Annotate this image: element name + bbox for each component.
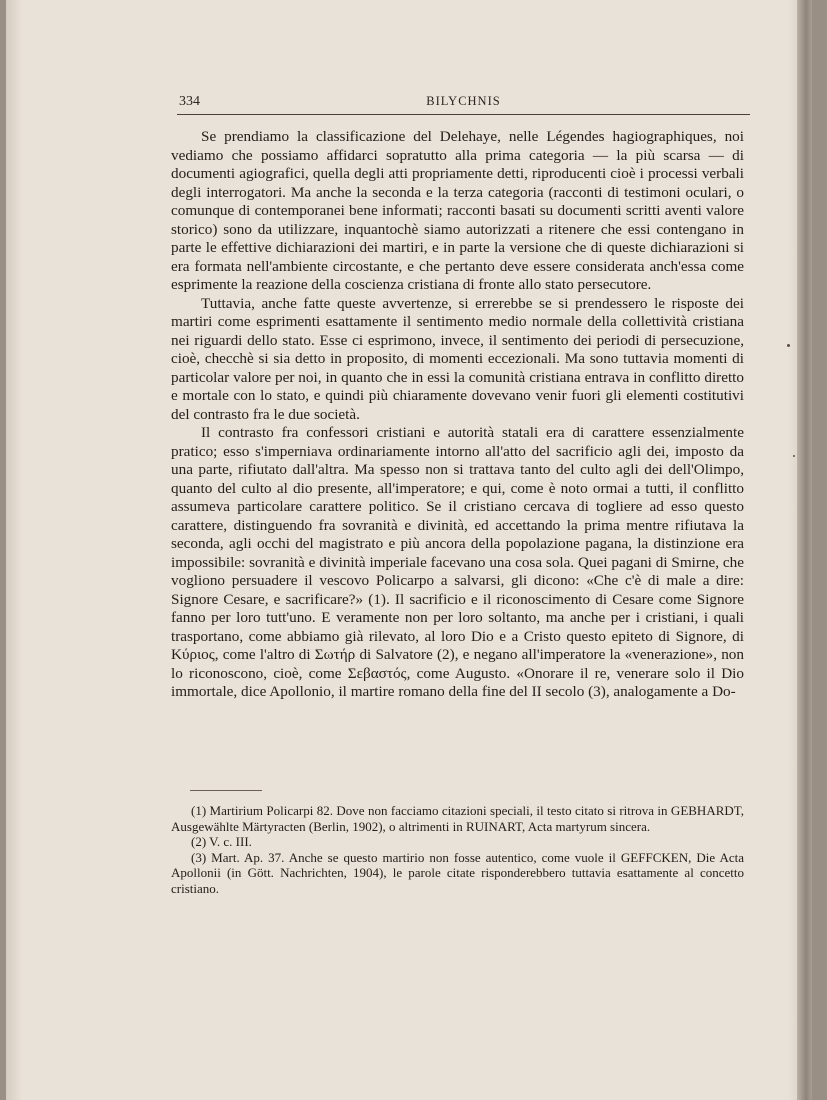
footnote-2: (2) V. c. III. [191, 834, 252, 849]
page-number: 334 [179, 94, 200, 109]
running-title: BILYCHNIS [426, 94, 501, 108]
page-edge-shadow [797, 0, 812, 1100]
paragraph-3: Il contrasto fra confessori cristiani e autorità statali era di carattere essenzialmente pratico; esso s'imperniava ordinariamente intorno all'atto del sacrificio agli dei, imposto da una parte, rifiutato dall'altra. Ma spesso non si trattava tanto del culto agli dei dell'Olimpo, quanto del culto al dio presente, all'imperatore; e qui, come è noto ormai a tutti, il conflitto assumeva particolare carattere politico. Se il cristiano cercava di togliere ad esso questo carattere, distinguendo fra sovranità e divinità, ed accettando la prima mentre rifiutava la seconda, agli occhi del magistrato e più ancora della popolazione pagana, la distinzione era impossibile: sovranità e divinità imperiale facevano una cosa sola. Quei pagani di Smirne, che vogliono persuadere il vescovo Policarpo a salvarsi, gli dicono: «Che c'è di male a dire: Signore Cesare, e sacrificare?» (1). Il sacrificio e il riconoscimento di Cesare come Signore fanno per loro tutt'uno. E veramente non per loro soltanto, ma anche per i cristiani, i quali trasportano, come abbiamo già rilevato, al loro Dio e a Cristo questo epiteto di Signore, di Κύριος, come l'altro di Σωτήρ di Salvatore (2), e negano all'imperatore la «venerazione», non lo riconoscono, cioè, come Σεβαστός, come Augusto. «Onorare il re, venerare solo il Dio immortale, dice Apollonio, il martire romano della fine del II secolo (3), analogamente a Do- [171, 424, 744, 700]
running-header [177, 92, 750, 115]
footnote-separator [190, 790, 262, 791]
footnote-1: (1) Martirium Policarpi 82. Dove non facciamo citazioni speciali, il testo citato si ritrova in GEBHARDT, Ausgewählte Märtyracten (Berlin, 1902), o altrimenti in RUINART, Acta martyrum sincera. [171, 803, 744, 834]
ink-speck [793, 455, 795, 457]
body-text [171, 128, 744, 702]
paragraph-2: Tuttavia, anche fatte queste avvertenze, si errerebbe se si prendessero le risposte dei martiri come esprimenti esattamente il sentimento medio normale della collettività cristiana nei riguardi dello stato. Esse ci esprimono, invece, il sentimento dei periodi di persecuzione, cioè, checchè si sia detto in proposito, di momenti eccezionali. Ma sono tuttavia momenti di particolar valore per noi, in quanto che in essi la comunità cristiana entrava in conflitto diretto e mortale con lo stato, e quindi più chiaramente dovevano venir fuori gli elementi costitutivi del contrasto fra le due società. [171, 294, 744, 423]
footnotes [171, 803, 744, 896]
paragraph-1: Se prendiamo la classificazione del Delehaye, nelle Légendes hagiographiques, noi vediamo che possiamo affidarci sopratutto alla prima categoria — la più scarsa — di documenti agiografici, quella degli atti propriamente detti, riproducenti cioè i processi verbali degli interrogatori. Ma anche la seconda e la terza categoria (racconti di testimoni oculari, o comunque di contemporanei bene informati; racconti basati su documenti scritti aventi valore storico) sono da utilizzare, inquantochè siamo autorizzati a ritenere che essi contengano in parte le effettive dichiarazioni dei martiri, e in parte la versione che di queste dichiarazioni si era formata nell'ambiente circostante, e che pertanto deve essere considerata anch'essa come esprimente la reazione della coscienza cristiana di fronte allo stato persecutore. [171, 128, 744, 293]
footnote-3: (3) Mart. Ap. 37. Anche se questo martirio non fosse autentico, come vuole il GEFFCKEN, Die Acta Apollonii (in Gött. Nachrichten, 1904), le parole citate risponderebbero tuttavia esattamente al concetto cristiano. [171, 849, 744, 896]
ink-speck [787, 344, 790, 347]
